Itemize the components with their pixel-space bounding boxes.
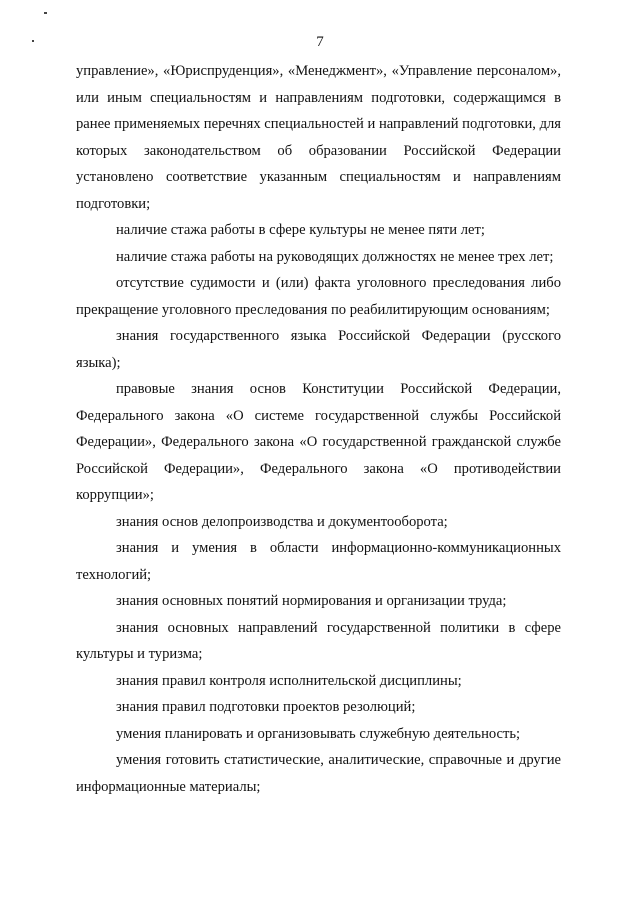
paragraph-labor-organization: знания основных понятий нормирования и организации труда;: [116, 593, 507, 609]
paragraph-state-language: знания государственного языка Российской Федерации (русского языка);: [76, 328, 561, 371]
document-body: [76, 58, 561, 800]
paragraph-management-experience: наличие стажа работы на руководящих должностях не менее трех лет;: [116, 248, 554, 265]
paragraph-legal-knowledge: правовые знания основ Конституции Российской Федерации, Федерального закона «О системе государственной службы Российской Федерации», Федерального закона «О государственной гражданской службе Российской Федерации», Федерального закона «О противодействии коррупции»;: [76, 381, 561, 503]
page-number: 7: [316, 34, 324, 50]
paragraph-resolution-drafts: знания правил подготовки проектов резолюций;: [116, 699, 416, 715]
scan-speck: [44, 12, 47, 14]
paragraph-executive-discipline: знания правил контроля исполнительской дисциплины;: [116, 672, 462, 689]
paragraph-reporting-skills: умения готовить статистические, аналитические, справочные и другие информационные материалы;: [76, 752, 561, 795]
paragraph-education-continuation: управление», «Юриспруденция», «Менеджмент», «Управление персоналом», или иным специальностям и направлениям подготовки, содержащимся в ранее применяемых перечнях специальностей и направлений подготовки, для которых законодательством об образовании Российской Федерации установлено соответствие указанным специальностям и направлениям подготовки;: [76, 63, 561, 212]
paragraph-planning-skills: умения планировать и организовывать служебную деятельность;: [116, 725, 521, 742]
paragraph-records-management: знания основ делопроизводства и документооборота;: [116, 513, 448, 530]
paragraph-state-policy: знания основных направлений государственной политики в сфере культуры и туризма;: [76, 619, 561, 662]
paragraph-culture-experience: наличие стажа работы в сфере культуры не менее пяти лет;: [116, 222, 485, 238]
paragraph-ict-skills: знания и умения в области информационно-коммуникационных технологий;: [76, 540, 561, 583]
paragraph-no-criminal-record: отсутствие судимости и (или) факта уголовного преследования либо прекращение уголовного преследования по реабилитирующим основаниям;: [76, 275, 561, 318]
